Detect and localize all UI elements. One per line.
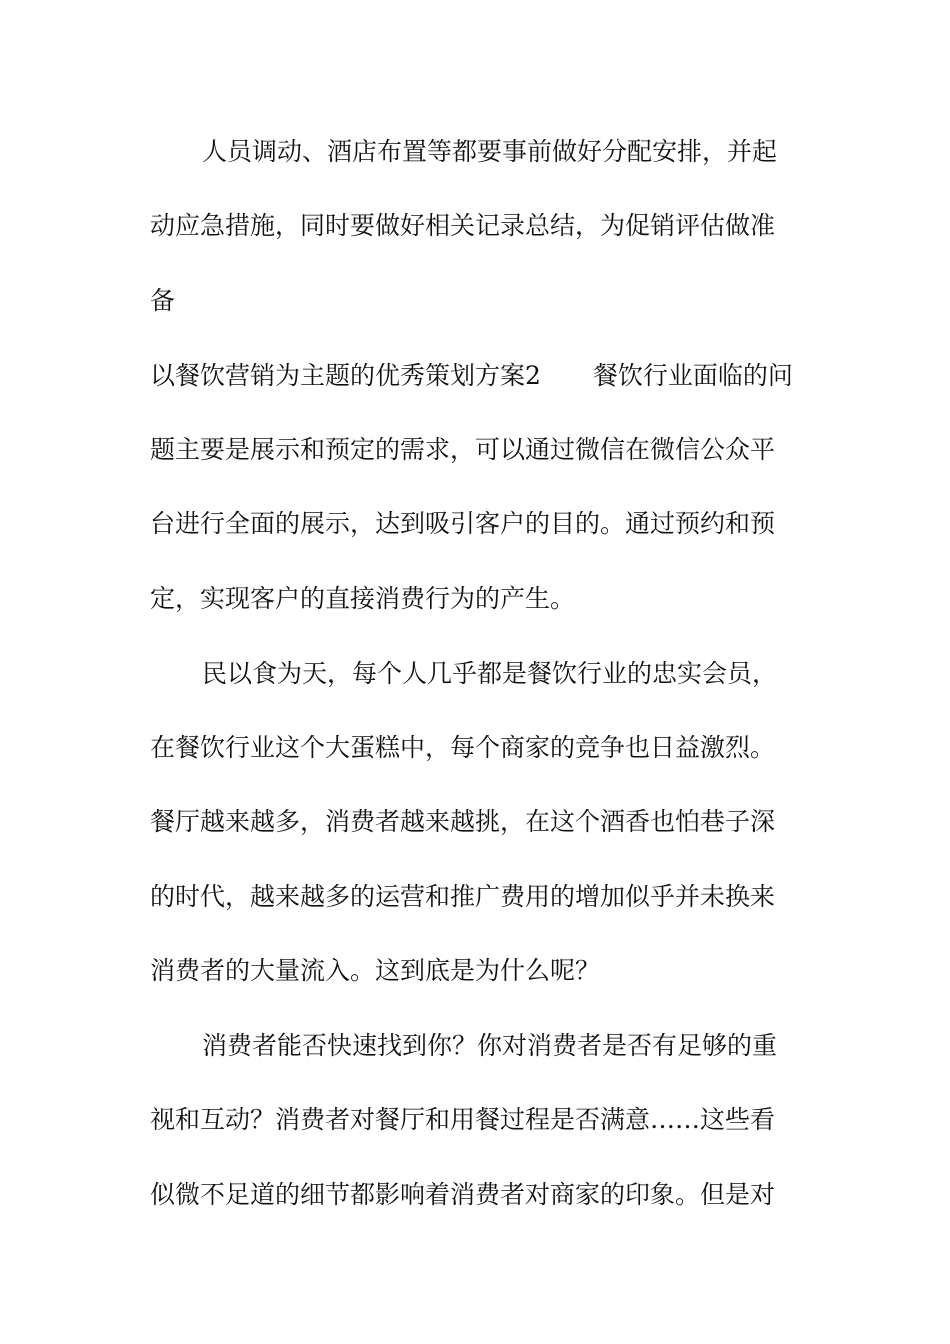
paragraph-line: 消费者的大量流入。这到底是为什么呢？ bbox=[150, 956, 601, 985]
paragraph-line: 题主要是展示和预定的需求，可以通过微信在微信公众平 bbox=[150, 435, 776, 464]
paragraph-line: 定，实现客户的直接消费行为的产生。 bbox=[150, 584, 576, 613]
section-heading: 以餐饮营销为主题的优秀策划方案2 bbox=[150, 361, 541, 390]
paragraph-line: 似微不足道的细节都影响着消费者对商家的印象。但是对 bbox=[150, 1180, 776, 1209]
paragraph-line: 台进行全面的展示，达到吸引客户的目的。通过预约和预 bbox=[150, 509, 776, 538]
paragraph-line: 动应急措施，同时要做好相关记录总结，为促销评估做准 bbox=[150, 211, 776, 240]
paragraph-line: 人员调动、酒店布置等都要事前做好分配安排，并起 bbox=[202, 137, 778, 166]
paragraph-line: 备 bbox=[150, 286, 176, 315]
paragraph-line: 的时代，越来越多的运营和推广费用的增加似乎并未换来 bbox=[150, 882, 776, 911]
paragraph-line: 视和互动？消费者对餐厅和用餐过程是否满意……这些看 bbox=[150, 1105, 776, 1134]
paragraph-line: 餐厅越来越多，消费者越来越挑，在这个酒香也怕巷子深 bbox=[150, 807, 776, 836]
paragraph-line: 民以食为天，每个人几乎都是餐饮行业的忠实会员， bbox=[202, 659, 778, 688]
heading-line bbox=[150, 359, 810, 393]
paragraph-line: 在餐饮行业这个大蛋糕中，每个商家的竞争也日益激烈。 bbox=[150, 733, 776, 762]
paragraph-line: 消费者能否快速找到你？你对消费者是否有足够的重 bbox=[202, 1031, 778, 1060]
paragraph-text: 餐饮行业面临的问 bbox=[592, 361, 793, 390]
